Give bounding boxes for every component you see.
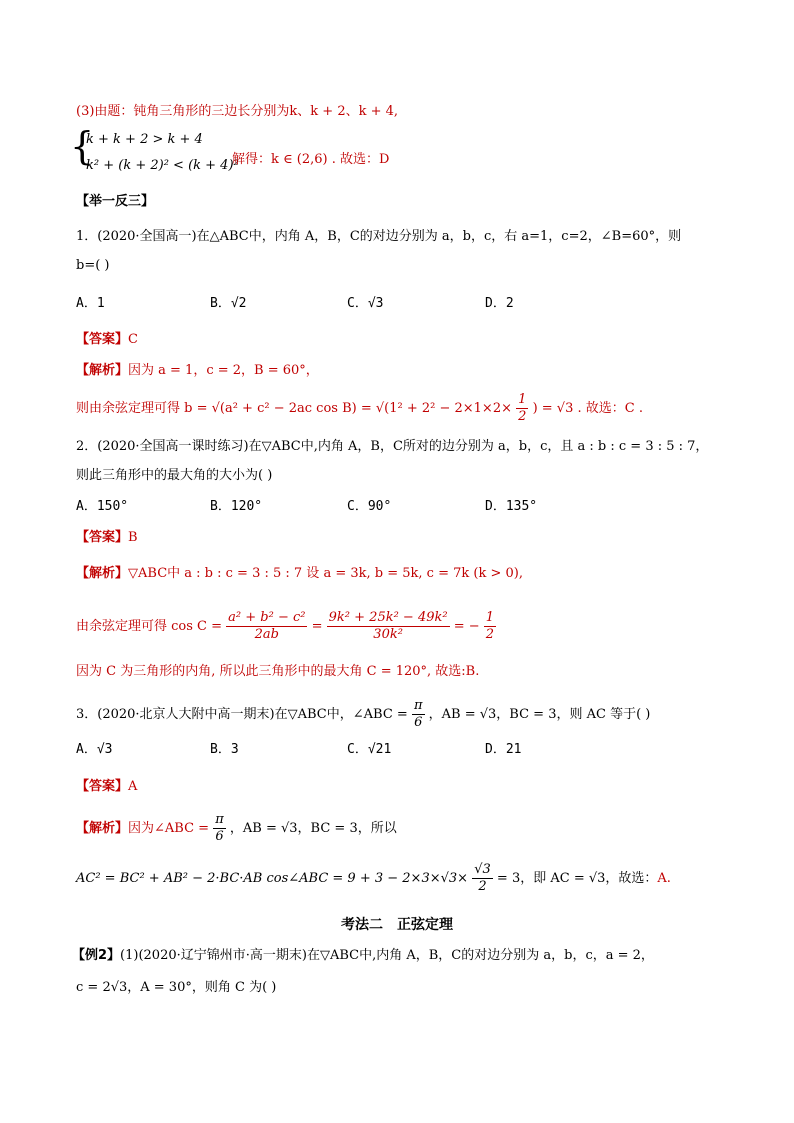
- frac-den: 2: [518, 409, 527, 424]
- q2-analysis-2: [76, 610, 496, 643]
- answer-label: 【答案】: [76, 530, 129, 545]
- inequality-2: k² + (k + 2)² < (k + 4)²: [86, 158, 239, 173]
- q3-option-d: D．21: [485, 742, 522, 757]
- answer-value: C: [128, 332, 138, 347]
- equals-sign: =: [311, 619, 323, 634]
- frac-den: 2ab: [254, 627, 279, 642]
- analysis-text-pre: 由余弦定理可得 cos C =: [76, 619, 223, 634]
- q2-analysis-1: [76, 565, 523, 583]
- frac-num: π: [413, 698, 423, 713]
- q3-stem-post: ，AB = √3，BC = 3，则 AC 等于( ): [428, 707, 651, 722]
- example2-line1: [72, 947, 654, 965]
- analysis-label: 【解析】: [76, 821, 129, 836]
- method-2-title: 考法二 正弦定理: [341, 917, 453, 933]
- q3-option-c: C．√21: [347, 742, 392, 757]
- analysis-text: 因为 a = 1，c = 2，B = 60°，: [128, 363, 319, 378]
- q2-option-c: C．90°: [347, 499, 392, 514]
- frac-den: 30k²: [373, 627, 403, 642]
- fraction-half: [484, 610, 496, 643]
- example2-line2: c = 2√3，A = 30°，则角 C 为( ): [76, 980, 277, 995]
- analysis-text-post: ，AB = √3，BC = 3，所以: [229, 821, 397, 836]
- frac-num: 9k² + 25k² − 49k²: [328, 610, 448, 625]
- analysis-text-pre: 因为∠ABC =: [128, 821, 210, 836]
- answer-label: 【答案】: [76, 779, 129, 794]
- analysis-label: 【解析】: [76, 566, 129, 581]
- frac-den: 6: [414, 715, 423, 730]
- q3-option-a: A．√3: [76, 742, 113, 757]
- analysis-text-post: = −: [453, 619, 480, 634]
- analysis-text-pre: 则由余弦定理可得 b = √(a² + c² − 2ac cos B) = √(1² + 2² − 2×1×2×: [76, 401, 512, 416]
- frac-num: √3: [474, 862, 491, 877]
- q2-stem-line2: 则此三角形中的最大角的大小为( ): [76, 468, 273, 483]
- q2-option-b: B．120°: [210, 499, 263, 514]
- analysis-text-end: A.: [657, 871, 671, 886]
- q3-stem: [76, 698, 650, 731]
- part3-solution: 解得：k ∈ (2,6) . 故选：D: [232, 152, 390, 167]
- analysis-text-mid: = 3，即 AC = √3，故选：: [496, 871, 658, 886]
- fraction-pi-6: [213, 812, 226, 845]
- answer-value: A: [128, 779, 138, 794]
- analysis-label: 【解析】: [76, 363, 129, 378]
- q1-analysis-2: [76, 392, 643, 425]
- q1-option-c: C．√3: [347, 296, 384, 311]
- part3-intro: (3)由题：钝角三角形的三边长分别为k、k + 2、k + 4,: [76, 104, 399, 119]
- inequality-1: k + k + 2 > k + 4: [86, 132, 203, 147]
- q1-analysis-1: [76, 362, 319, 380]
- q1-stem-line2: b=( ): [76, 258, 110, 273]
- answer-label: 【答案】: [76, 332, 129, 347]
- frac-num: 1: [518, 392, 527, 407]
- q2-analysis-3: 因为 C 为三角形的内角, 所以此三角形中的最大角 C = 120°, 故选:B.: [76, 664, 480, 679]
- q1-option-a: A．1: [76, 296, 105, 311]
- analysis-text: ▽ABC中 a : b : c = 3 : 5 : 7 设 a = 3k, b = 5k, c = 7k (k > 0),: [128, 566, 523, 581]
- section-variant-heading: 【举一反三】: [76, 194, 155, 209]
- fraction-half: [516, 392, 528, 425]
- frac-den: 6: [215, 829, 224, 844]
- q2-option-d: D．135°: [485, 499, 538, 514]
- answer-value: B: [128, 530, 138, 545]
- analysis-text-pre: AC² = BC² + AB² − 2·BC·AB cos∠ABC = 9 + 3 − 2×3×√3×: [76, 871, 469, 886]
- frac-num: 1: [485, 610, 495, 625]
- fraction-k: [327, 610, 450, 643]
- fraction-cosine: [226, 610, 307, 643]
- example-text: (1)(2020·辽宁锦州市·高一期末)在▽ABC中,内角 A，B，C的对边分别为 a，b，c，a = 2，: [120, 948, 654, 963]
- fraction-pi-6: [412, 698, 425, 731]
- q3-option-b: B．3: [210, 742, 239, 757]
- fraction-sqrt3-2: [472, 862, 493, 895]
- q3-stem-pre: 3．(2020·北京人大附中高一期末)在▽ABC中，∠ABC =: [76, 707, 408, 722]
- analysis-text-post: ) = √3 . 故选：C .: [532, 401, 643, 416]
- example-label: 【例2】: [72, 948, 121, 963]
- q3-answer: [76, 778, 137, 796]
- q1-option-d: D．2: [485, 296, 514, 311]
- q3-analysis-1: [76, 812, 397, 845]
- frac-num: a² + b² − c²: [228, 610, 306, 625]
- q1-stem-line1: 1．(2020·全国高一)在△ABC中，内角 A，B，C的对边分别为 a，b，c，右 a=1，c=2，∠B=60°，则: [76, 229, 682, 244]
- q1-answer: [76, 331, 138, 349]
- q2-answer: [76, 529, 138, 547]
- q3-analysis-2: [76, 862, 671, 895]
- q2-option-a: A．150°: [76, 499, 129, 514]
- q2-stem-line1: 2．(2020·全国高一课时练习)在▽ABC中,内角 A，B，C所对的边分别为 a，b，c，且 a : b : c = 3 : 5 : 7，: [76, 439, 709, 454]
- frac-num: π: [215, 812, 224, 827]
- system-brace: {: [70, 124, 95, 168]
- frac-den: 2: [485, 627, 495, 642]
- frac-den: 2: [478, 879, 487, 894]
- q1-option-b: B．√2: [210, 296, 247, 311]
